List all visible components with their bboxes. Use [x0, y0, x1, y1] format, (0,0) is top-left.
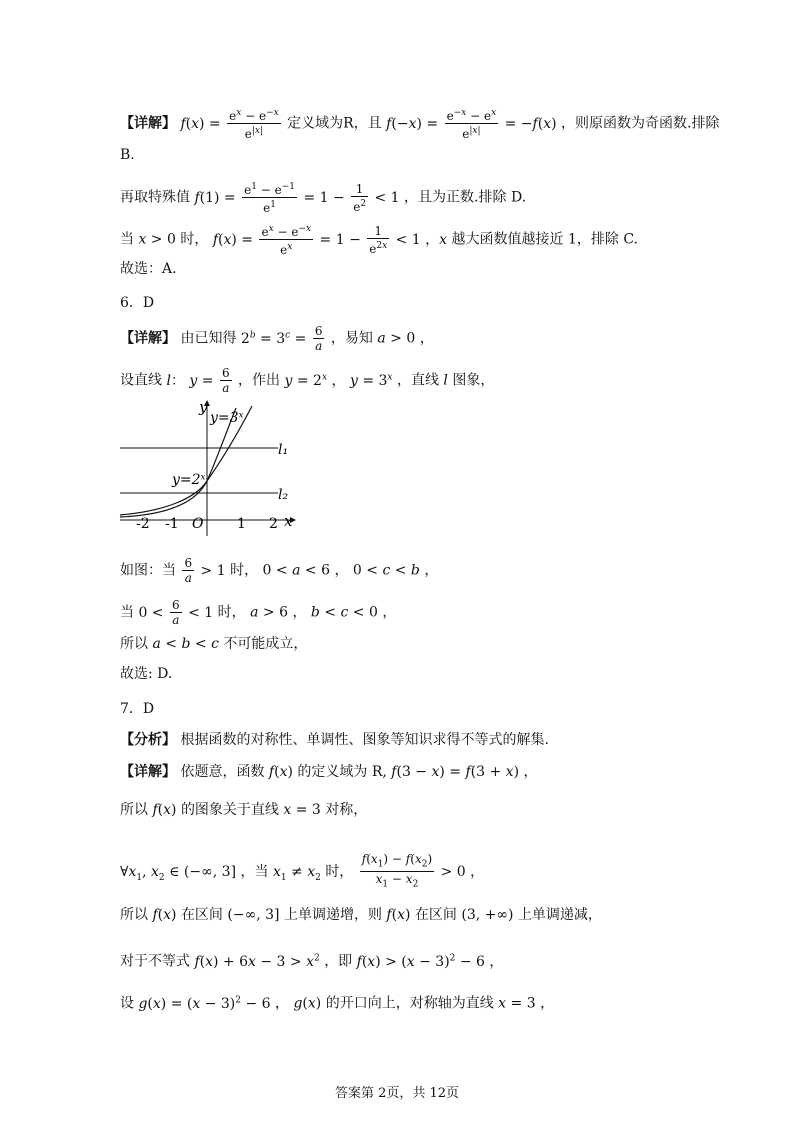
- text-line-4: [120, 222, 638, 257]
- origin-label: O: [192, 516, 204, 532]
- text-line-5: 故选：A.: [120, 261, 177, 277]
- math-fx-pos: f(x) = $\frac{e^x - e^{-x}}{e^x}$ = 1 − $\frac{1}{e^{2x}}$ < 1 ，x: [212, 223, 448, 257]
- text-line-17: [120, 852, 484, 892]
- text-comma: ，: [275, 995, 289, 1012]
- text-graph: 图象，: [452, 372, 495, 389]
- text-set-line: 设直线: [120, 372, 162, 389]
- text-shi: 时，: [217, 604, 246, 621]
- math-neq: $x_1 \ne x_2$: [272, 863, 321, 883]
- text-line-9: [120, 556, 438, 585]
- text-line-19: [120, 948, 503, 972]
- text-symmetric-about: 的图象关于直线: [180, 802, 279, 818]
- math-fx-def: f(x) = $\frac{e^x - e^{-x}}{e^{|x|}}$: [180, 108, 279, 141]
- text-namely: ，即: [324, 953, 353, 970]
- text-shi: 时，: [325, 863, 354, 880]
- question-7-heading: 7．D: [120, 701, 155, 717]
- math-fx: f(x): [152, 802, 177, 818]
- text-line-12: 故选: D.: [120, 666, 173, 682]
- text-increasing: 上单调递增，则: [283, 907, 382, 923]
- text-domain: 定义域为R，且: [287, 115, 382, 132]
- text-so: 所以: [120, 907, 148, 923]
- math-a-pos: a > 0 ，: [377, 330, 434, 347]
- math-x3: x = 3: [283, 802, 321, 818]
- text-line-20: [120, 990, 554, 1014]
- text-exclude-c: 越大函数值越接近 1，排除 C.: [451, 231, 639, 248]
- text-domain-is: 的定义域为: [297, 764, 368, 780]
- text-line-16: [120, 800, 367, 820]
- math-2b-3c: $2^b = 3^c$ = $\frac{6}{a}$: [240, 324, 323, 353]
- page-footer: 答案第 2页，共 12页: [334, 1086, 460, 1101]
- text-special-value: 再取特殊值: [120, 189, 190, 206]
- text-line-18: [120, 905, 602, 925]
- label-detail: 【详解】: [120, 115, 176, 132]
- text-when: 当: [120, 604, 134, 621]
- label-detail: 【详解】: [120, 330, 176, 347]
- label-l1: l₁: [278, 442, 289, 458]
- label-curve-3x: y=3ˣ: [210, 410, 244, 426]
- math-slope: $\frac{f(x_1) - f(x_2)}{x_1 - x_2}$ > 0 ，: [361, 852, 485, 890]
- text-so: 所以: [120, 802, 148, 818]
- question-6-heading: 6．D: [120, 295, 155, 311]
- text-decreasing: 上单调递减，: [517, 907, 602, 923]
- math-axis: x = 3 ，: [498, 995, 555, 1012]
- text-line-14: [120, 730, 549, 750]
- label-detail: 【详解】: [120, 764, 176, 780]
- text-line-8: [120, 366, 494, 395]
- text-analysis: 根据函数的对称性、单调性、图象等知识求得不等式的解集.: [180, 732, 549, 748]
- math-fx: f(x): [386, 907, 411, 923]
- text-shi: 时，: [230, 562, 259, 579]
- text-line-1: [120, 106, 719, 141]
- text-odd-function: ，则原函数为奇函数.排除: [561, 115, 720, 132]
- label-l2: l₂: [278, 487, 289, 503]
- text-opens-up: 的开口向上，对称轴为直线: [325, 995, 494, 1012]
- tick-2: 2: [269, 516, 278, 532]
- text-set: 设: [120, 995, 134, 1012]
- text-interval: 在区间: [180, 907, 223, 923]
- math-result-1: 0 < a < 6 ， 0 < c < b ，: [262, 562, 439, 579]
- text-easy-know: ，易知: [330, 330, 373, 347]
- math-forall: $\forall x_1$, $x_2$ ∈ (−∞, 3]: [120, 863, 237, 883]
- math-curves: $y = 2^x$ ， $y = 3^x$: [284, 371, 393, 389]
- math-ineq-2: $f(x) > (x - 3)^2 - 6$ ，: [356, 953, 504, 970]
- math-interval-1: (−∞, 3]: [227, 907, 280, 923]
- math-f-neg: f(−x) = $\frac{e^{-x} - e^x}{e^{|x|}}$ = −f(x): [386, 108, 557, 141]
- text-line-10: [120, 598, 396, 627]
- text-line-3: [120, 180, 526, 215]
- text-exclude-d: ，且为正数.排除 D.: [404, 189, 527, 206]
- math-interval-2: (3, +∞): [461, 907, 514, 923]
- math-x-pos: x > 0: [138, 231, 176, 248]
- math-gx: $g(x) = (x - 3)^2 - 6$: [138, 995, 271, 1012]
- label-curve-2x: y=2ˣ: [172, 472, 206, 488]
- math-result-2: a > 6 ， b < c < 0 ，: [250, 604, 397, 621]
- math-symmetry-eq: R, f(3 − x) = f(3 + x) ，: [371, 764, 538, 780]
- text-shi: 时，: [180, 231, 209, 248]
- math-cond-1: $\frac{6}{a}$ > 1: [184, 556, 226, 585]
- label-analysis: 【分析】: [120, 732, 176, 748]
- text-as-shown: 如图：当: [120, 562, 176, 579]
- math-gx-short: g(x): [293, 995, 322, 1012]
- text-line: ，直线: [396, 372, 439, 389]
- math-line-l: l： y = $\frac{6}{a}$: [166, 366, 230, 395]
- tick-1: 1: [237, 516, 246, 532]
- text-line-11: [120, 634, 307, 654]
- text-line-15: [120, 762, 538, 782]
- math-fx: f(x): [268, 764, 293, 780]
- math-abc: a < b < c: [152, 636, 219, 652]
- tick-neg2: -2: [136, 516, 150, 532]
- math-fx: f(x): [152, 907, 177, 923]
- text-line-2: B.: [120, 147, 135, 163]
- text-interval: 在区间: [414, 907, 457, 923]
- text-when: 当: [120, 231, 134, 248]
- math-l: l: [443, 372, 448, 389]
- y-axis-label: y: [199, 398, 208, 416]
- text-symmetric: 对称，: [325, 802, 368, 818]
- x-axis-label: x: [284, 512, 293, 530]
- math-cond-2: 0 < $\frac{6}{a}$ < 1: [138, 598, 214, 627]
- text-so: 所以: [120, 636, 148, 652]
- text-draw: ，作出: [238, 372, 281, 389]
- exponential-graph: [116, 398, 306, 540]
- math-ineq-1: $f(x) + 6x - 3 > x^2$: [194, 953, 320, 970]
- text-inequality: 对于不等式: [120, 953, 190, 970]
- text-when: ，当: [240, 863, 269, 880]
- tick-neg1: -1: [165, 516, 179, 532]
- text-by-question: 依题意，函数: [180, 764, 265, 780]
- text-impossible: 不可能成立，: [223, 636, 308, 652]
- text-given: 由已知得: [180, 330, 237, 347]
- text-line-7: [120, 324, 434, 353]
- math-f1: f(1) = $\frac{e^1 - e^{-1}}{e^1}$ = 1 − $\frac{1}{e^2}$ < 1: [194, 181, 400, 215]
